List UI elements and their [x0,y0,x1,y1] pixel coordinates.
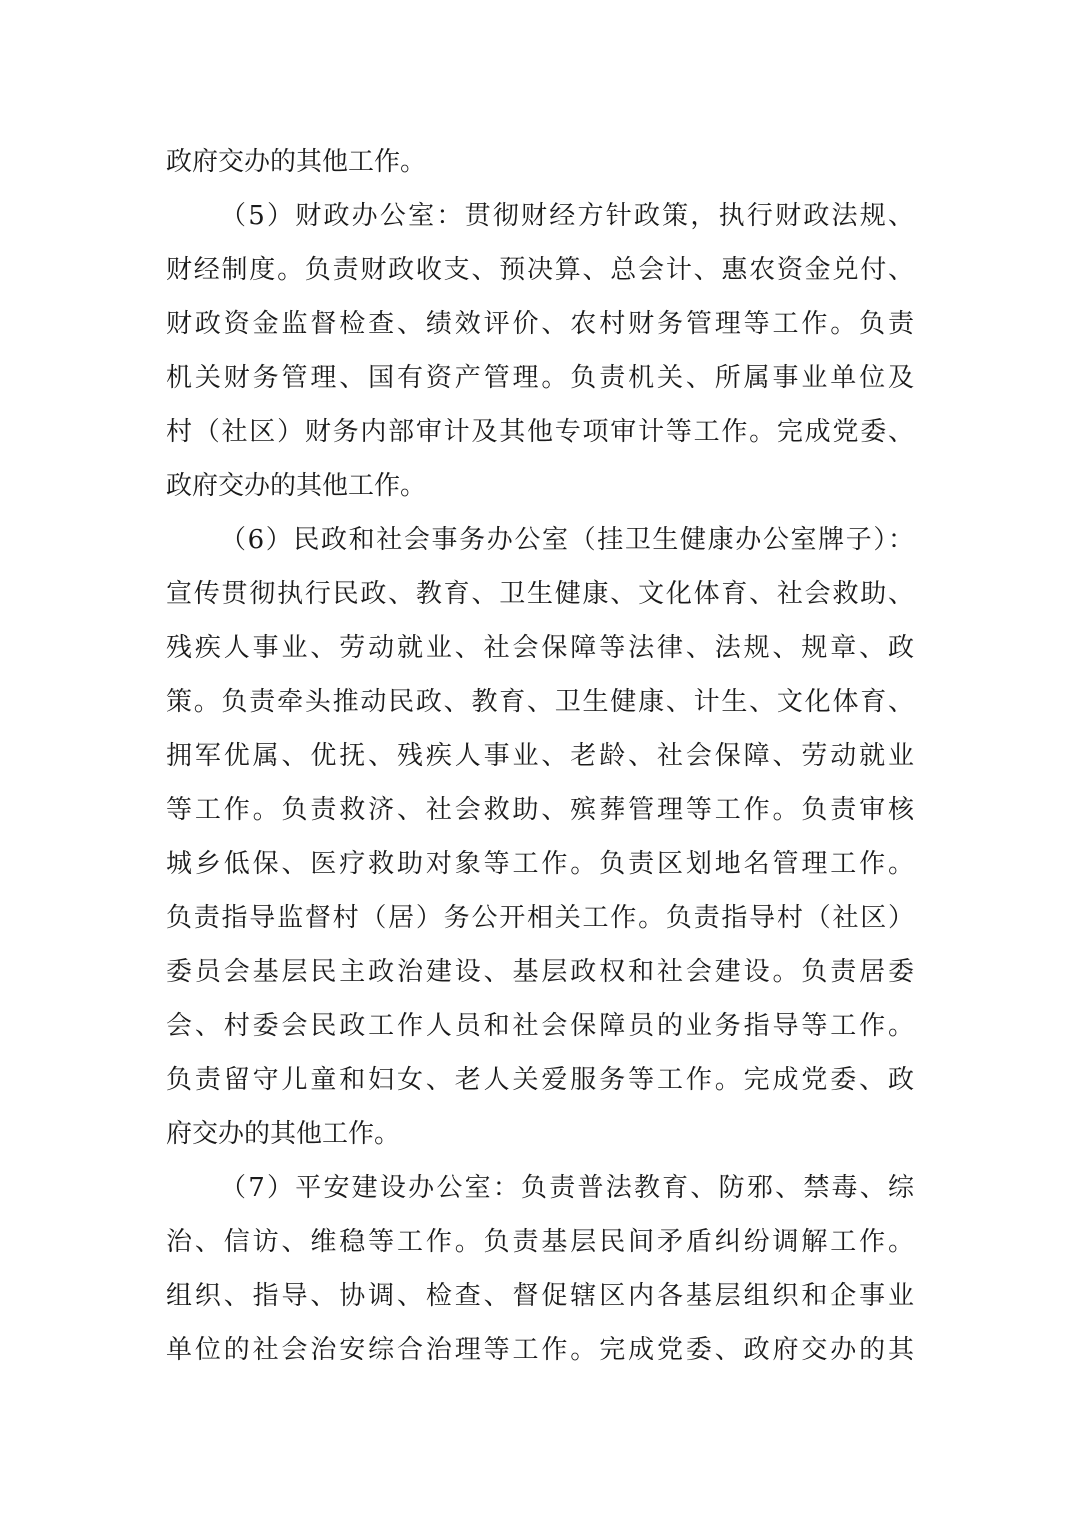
text-line: 政府交办的其他工作。 [166,471,427,501]
text-line: （7）平安建设办公室：负责普法教育、防邪、禁毒、综 [220,1173,914,1203]
document-body [166,135,914,1377]
text-line: 政府交办的其他工作。 [166,147,427,177]
text-line: （5）财政办公室：贯彻财经方针政策，执行财政法规、 [220,201,914,231]
text-line: 委员会基层民主政治建设、基层政权和社会建设。负责居委 [166,957,914,987]
text-line: 机关财务管理、国有资产管理。负责机关、所属事业单位及 [166,363,914,393]
text-line: 府交办的其他工作。 [166,1119,401,1149]
text-line: 负责指导监督村（居）务公开相关工作。负责指导村（社区） [166,903,914,933]
text-line: 负责留守儿童和妇女、老人关爱服务等工作。完成党委、政 [166,1065,914,1095]
text-line: 单位的社会治安综合治理等工作。完成党委、政府交办的其 [166,1335,914,1365]
text-line: 残疾人事业、劳动就业、社会保障等法律、法规、规章、政 [166,633,914,663]
text-line: 财经制度。负责财政收支、预决算、总会计、惠农资金兑付、 [166,255,914,285]
text-line: 宣传贯彻执行民政、教育、卫生健康、文化体育、社会救助、 [166,579,914,609]
text-line: 策。负责牵头推动民政、教育、卫生健康、计生、文化体育、 [166,687,914,717]
text-line: 组织、指导、协调、检查、督促辖区内各基层组织和企事业 [166,1281,914,1311]
text-line: 治、信访、维稳等工作。负责基层民间矛盾纠纷调解工作。 [166,1227,914,1257]
text-line: 城乡低保、医疗救助对象等工作。负责区划地名管理工作。 [166,849,914,879]
text-line: （6）民政和社会事务办公室（挂卫生健康办公室牌子）： [220,525,914,555]
text-line: 财政资金监督检查、绩效评价、农村财务管理等工作。负责 [166,309,914,339]
text-line: 会、村委会民政工作人员和社会保障员的业务指导等工作。 [166,1011,914,1041]
text-line: 拥军优属、优抚、残疾人事业、老龄、社会保障、劳动就业 [166,741,914,771]
text-line: 等工作。负责救济、社会救助、殡葬管理等工作。负责审核 [166,795,914,825]
text-line: 村（社区）财务内部审计及其他专项审计等工作。完成党委、 [166,417,914,447]
